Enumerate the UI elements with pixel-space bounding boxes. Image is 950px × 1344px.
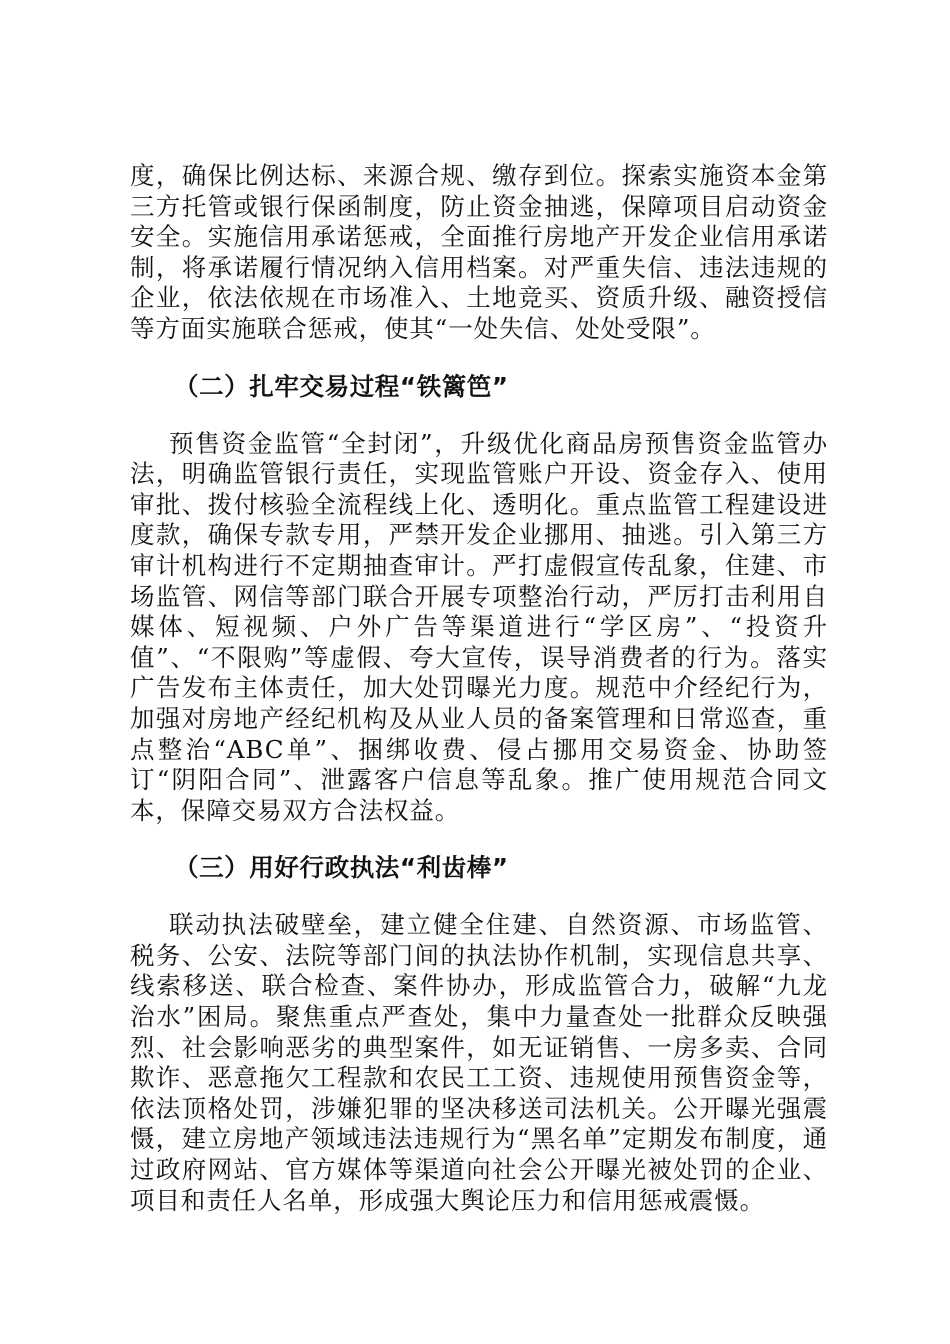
paragraph-capital-supervision: 度，确保比例达标、来源合规、缴存到位。探索实施资本金第三方托管或银行保函制度，防止资金抽逃，保障项目启动资金安全。实施信用承诺惩戒，全面推行房地产开发企业信用承诺制，将承诺履行情况纳入信用档案。对严重失信、违法违规的企业，依法依规在市场准入、土地竞买、资质升级、融资授信等方面实施联合惩戒，使其“一处失信、处处受限”。 xyxy=(130,161,828,343)
section-heading-transaction: （二）扎牢交易过程“铁篱笆” xyxy=(174,371,509,401)
section-heading-enforcement: （三）用好行政执法“利齿棒” xyxy=(174,853,509,883)
paragraph-transaction-process: 预售资金监管“全封闭”，升级优化商品房预售资金监管办法，明确监管银行责任，实现监管账户开设、资金存入、使用审批、拨付核验全流程线上化、透明化。重点监管工程建设进度款，确保专款专用，严禁开发企业挪用、抽逃。引入第三方审计机构进行不定期抽查审计。严打虚假宣传乱象，住建、市场监管、网信等部门联合开展专项整治行动，严厉打击利用自媒体、短视频、户外广告等渠道进行“学区房”、“投资升值”、“不限购”等虚假、夸大宣传，误导消费者的行为。落实广告发布主体责任，加大处罚曝光力度。规范中介经纪行为，加强对房地产经纪机构及从业人员的备案管理和日常巡查，重点整治“ABC单”、捆绑收费、侵占挪用交易资金、协助签订“阴阳合同”、泄露客户信息等乱象。推广使用规范合同文本，保障交易双方合法权益。 xyxy=(130,428,828,825)
paragraph-administrative-enforcement: 联动执法破壁垒，建立健全住建、自然资源、市场监管、税务、公安、法院等部门间的执法协作机制，实现信息共享、线索移送、联合检查、案件协办，形成监管合力，破解“九龙治水”困局。聚焦重点严查处，集中力量查处一批群众反映强烈、社会影响恶劣的典型案件，如无证销售、一房多卖、合同欺诈、恶意拖欠工程款和农民工工资、违规使用预售资金等，依法顶格处罚，涉嫌犯罪的坚决移送司法机关。公开曝光强震慑，建立房地产领域违法违规行为“黑名单”定期发布制度，通过政府网站、官方媒体等渠道向社会公开曝光被处罚的企业、项目和责任人名单，形成强大舆论压力和信用惩戒震慑。 xyxy=(130,910,828,1215)
document-body xyxy=(130,161,828,1216)
